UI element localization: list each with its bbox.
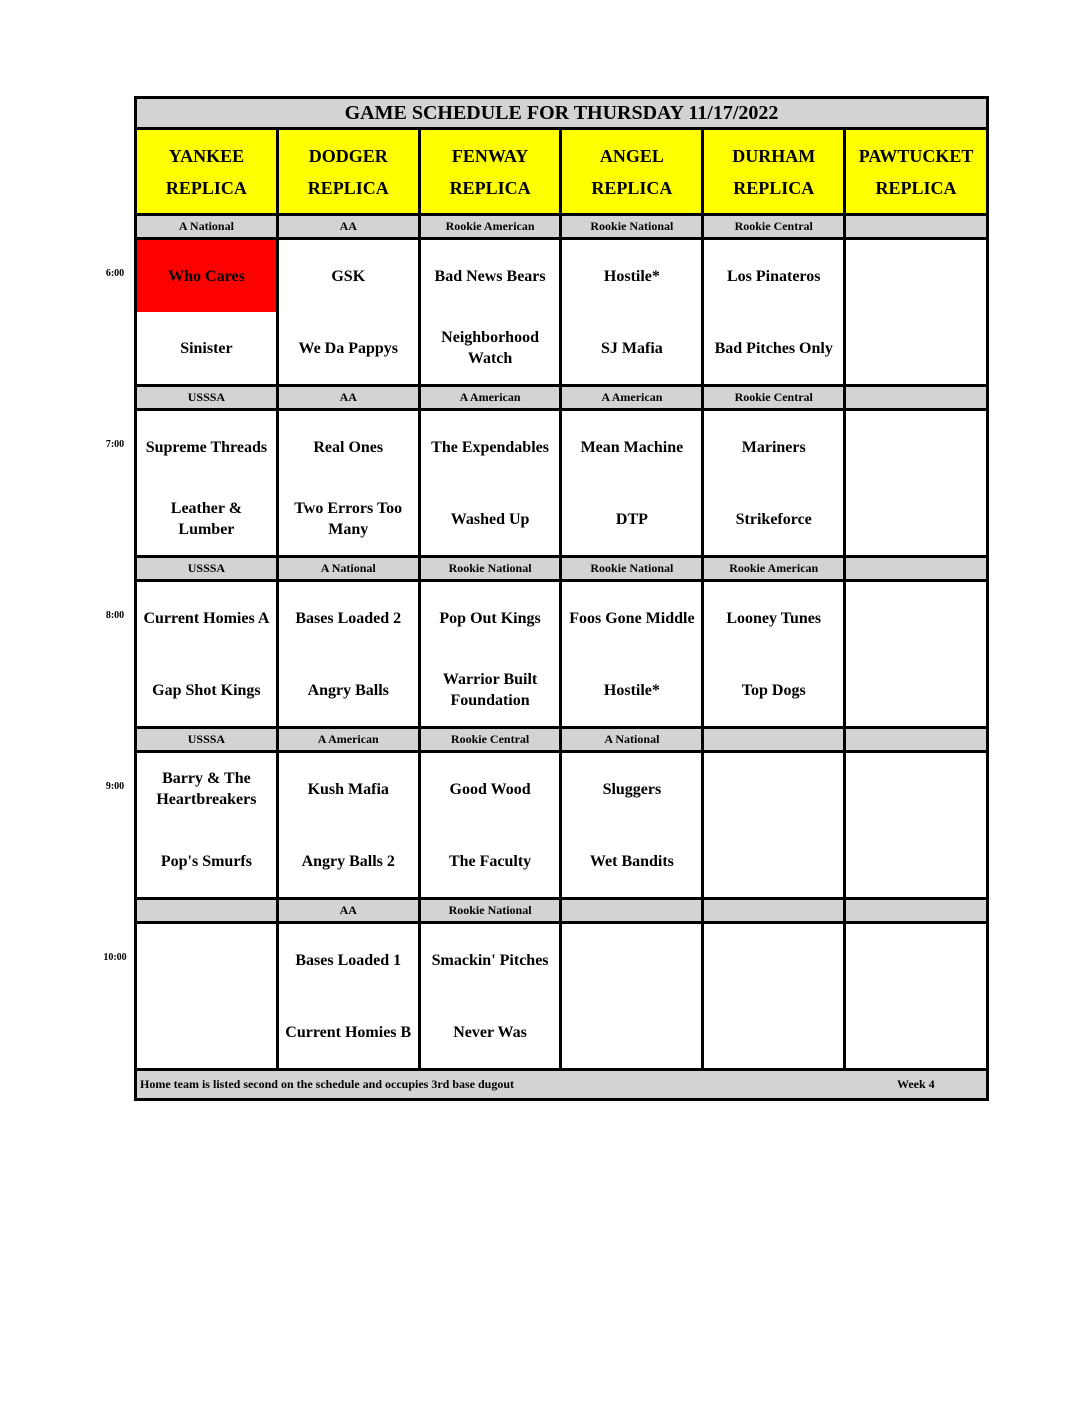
home-team — [704, 996, 843, 1068]
away-team: Smackin' Pitches — [431, 951, 549, 969]
field-suffix: REPLICA — [449, 177, 531, 198]
game-cell — [704, 582, 846, 726]
game-cell — [562, 753, 704, 897]
game-cell — [562, 582, 704, 726]
home-team — [846, 483, 986, 555]
division-band — [137, 726, 986, 753]
home-team: Hostile* — [603, 681, 660, 699]
away-team: Bases Loaded 2 — [295, 609, 402, 627]
game-cell — [846, 753, 986, 897]
division-band — [137, 384, 986, 411]
division-label — [846, 729, 986, 750]
game-cell — [279, 753, 421, 897]
field-header-fenway — [421, 130, 563, 213]
time-label: 6:00 — [105, 268, 125, 279]
game-cell — [279, 924, 421, 1068]
division-label: Rookie Central — [421, 729, 563, 750]
division-label: AA — [279, 216, 421, 237]
home-team — [846, 996, 986, 1068]
game-cell — [137, 753, 279, 897]
game-cell — [704, 240, 846, 384]
field-name: DURHAM — [732, 145, 816, 166]
field-header-row — [137, 130, 986, 213]
away-team: GSK — [331, 267, 366, 285]
away-team: Mean Machine — [580, 438, 684, 456]
field-name: ANGEL — [599, 145, 664, 166]
home-team: Bad Pitches Only — [714, 339, 833, 357]
home-team-note: Home team is listed second on the schedule and occupies 3rd base dugout — [140, 1077, 515, 1091]
field-header-yankee — [137, 130, 279, 213]
away-team: Sluggers — [602, 780, 662, 798]
home-team: Warrior Built Foundation — [442, 671, 538, 709]
away-team: Los Pinateros — [726, 267, 821, 285]
field-suffix: REPLICA — [307, 177, 389, 198]
field-header-durham — [704, 130, 846, 213]
game-cell — [421, 411, 563, 555]
home-team: Neighborhood Watch — [441, 329, 539, 367]
game-cell — [846, 924, 986, 1068]
division-label: AA — [279, 900, 421, 921]
field-header-angel — [562, 130, 704, 213]
game-cell — [279, 240, 421, 384]
game-cell — [562, 240, 704, 384]
home-team: Gap Shot Kings — [152, 681, 261, 699]
away-team — [846, 240, 986, 312]
field-name: DODGER — [308, 145, 388, 166]
division-label: USSSA — [137, 387, 279, 408]
division-label — [846, 558, 986, 579]
away-team — [704, 753, 843, 825]
away-team: Bases Loaded 1 — [295, 951, 402, 969]
division-label: Rookie American — [704, 558, 846, 579]
away-team — [137, 924, 276, 996]
division-label: Rookie National — [562, 558, 704, 579]
field-suffix: REPLICA — [875, 177, 957, 198]
home-team — [846, 312, 986, 384]
division-label: Rookie National — [421, 900, 563, 921]
games-row — [137, 924, 986, 1068]
division-label: Rookie American — [421, 216, 563, 237]
game-cell — [137, 582, 279, 726]
games-row — [137, 753, 986, 897]
field-name: FENWAY — [451, 145, 529, 166]
division-label — [846, 900, 986, 921]
away-team: Mariners — [741, 438, 806, 456]
field-suffix: REPLICA — [733, 177, 815, 198]
week-label: Week 4 — [897, 1077, 935, 1091]
away-team: Supreme Threads — [145, 438, 268, 456]
away-team: Current Homies A — [143, 609, 270, 627]
time-slots — [137, 213, 986, 1068]
game-cell — [846, 582, 986, 726]
division-label: A American — [421, 387, 563, 408]
division-label: A American — [279, 729, 421, 750]
game-cell — [562, 411, 704, 555]
time-label: 8:00 — [105, 610, 125, 621]
away-team: Hostile* — [603, 267, 660, 285]
game-cell — [421, 240, 563, 384]
home-team: Angry Balls 2 — [301, 852, 395, 870]
home-team: Leather & Lumber — [170, 500, 243, 538]
game-cell — [704, 411, 846, 555]
away-team: Kush Mafia — [307, 780, 389, 798]
division-label: Rookie Central — [704, 216, 846, 237]
division-label: USSSA — [137, 729, 279, 750]
home-team — [846, 654, 986, 726]
field-header-pawtucket — [846, 130, 986, 213]
division-label — [704, 900, 846, 921]
division-label: A American — [562, 387, 704, 408]
time-label: 7:00 — [105, 439, 125, 450]
game-cell — [846, 411, 986, 555]
away-team: Foos Gone Middle — [569, 609, 695, 627]
field-name: PAWTUCKET — [858, 145, 974, 166]
home-team: We Da Pappys — [298, 339, 399, 357]
home-team — [562, 996, 701, 1068]
away-team: Who Cares — [137, 240, 276, 312]
division-label: Rookie National — [562, 216, 704, 237]
division-label: Rookie Central — [704, 387, 846, 408]
games-row — [137, 582, 986, 726]
home-team: DTP — [615, 510, 648, 528]
home-team — [704, 825, 843, 897]
home-team: Wet Bandits — [589, 852, 674, 870]
division-label — [704, 729, 846, 750]
field-suffix: REPLICA — [591, 177, 673, 198]
division-label — [846, 216, 986, 237]
division-label: Rookie National — [421, 558, 563, 579]
away-team: Good Wood — [449, 780, 531, 798]
away-team: Looney Tunes — [726, 609, 822, 627]
game-cell — [421, 753, 563, 897]
games-row — [137, 240, 986, 384]
division-band — [137, 897, 986, 924]
away-team — [846, 753, 986, 825]
away-team: Real Ones — [313, 438, 384, 456]
game-cell — [704, 753, 846, 897]
game-cell — [137, 411, 279, 555]
game-cell — [137, 924, 279, 1068]
division-band — [137, 213, 986, 240]
home-team: Current Homies B — [285, 1023, 412, 1041]
home-team — [137, 996, 276, 1068]
away-team: Barry & The Heartbreakers — [156, 770, 257, 808]
field-suffix: REPLICA — [165, 177, 247, 198]
division-label — [562, 900, 704, 921]
away-team: The Expendables — [431, 438, 549, 456]
home-team: Top Dogs — [741, 681, 806, 699]
division-band — [137, 555, 986, 582]
home-team — [846, 825, 986, 897]
game-cell — [279, 582, 421, 726]
division-label — [137, 900, 279, 921]
division-label: USSSA — [137, 558, 279, 579]
division-label — [846, 387, 986, 408]
home-team: SJ Mafia — [601, 339, 663, 357]
field-header-dodger — [279, 130, 421, 213]
away-team — [562, 924, 701, 996]
schedule-footer — [137, 1068, 986, 1098]
home-team: Sinister — [180, 339, 233, 357]
division-label: A National — [279, 558, 421, 579]
home-team: Two Errors Too Many — [294, 500, 403, 538]
game-cell — [562, 924, 704, 1068]
schedule-table — [134, 96, 989, 1101]
away-team — [846, 411, 986, 483]
time-label: 10:00 — [103, 952, 127, 963]
game-cell — [704, 924, 846, 1068]
games-row — [137, 411, 986, 555]
game-cell — [137, 240, 279, 384]
away-team: Bad News Bears — [434, 267, 546, 285]
division-label: A National — [137, 216, 279, 237]
game-cell — [421, 924, 563, 1068]
home-team: Pop's Smurfs — [160, 852, 252, 870]
schedule-title: GAME SCHEDULE FOR THURSDAY 11/17/2022 — [137, 99, 986, 130]
division-label: AA — [279, 387, 421, 408]
away-team — [704, 924, 843, 996]
away-team: Pop Out Kings — [439, 609, 541, 627]
game-cell — [846, 240, 986, 384]
home-team: Washed Up — [450, 510, 530, 528]
home-team: Strikeforce — [735, 510, 812, 528]
game-cell — [421, 582, 563, 726]
time-label: 9:00 — [105, 781, 125, 792]
away-team — [846, 924, 986, 996]
away-team — [846, 582, 986, 654]
home-team: Angry Balls — [307, 681, 389, 699]
game-cell — [279, 411, 421, 555]
division-label: A National — [562, 729, 704, 750]
home-team: The Faculty — [448, 852, 532, 870]
home-team: Never Was — [453, 1023, 527, 1041]
field-name: YANKEE — [168, 145, 245, 166]
